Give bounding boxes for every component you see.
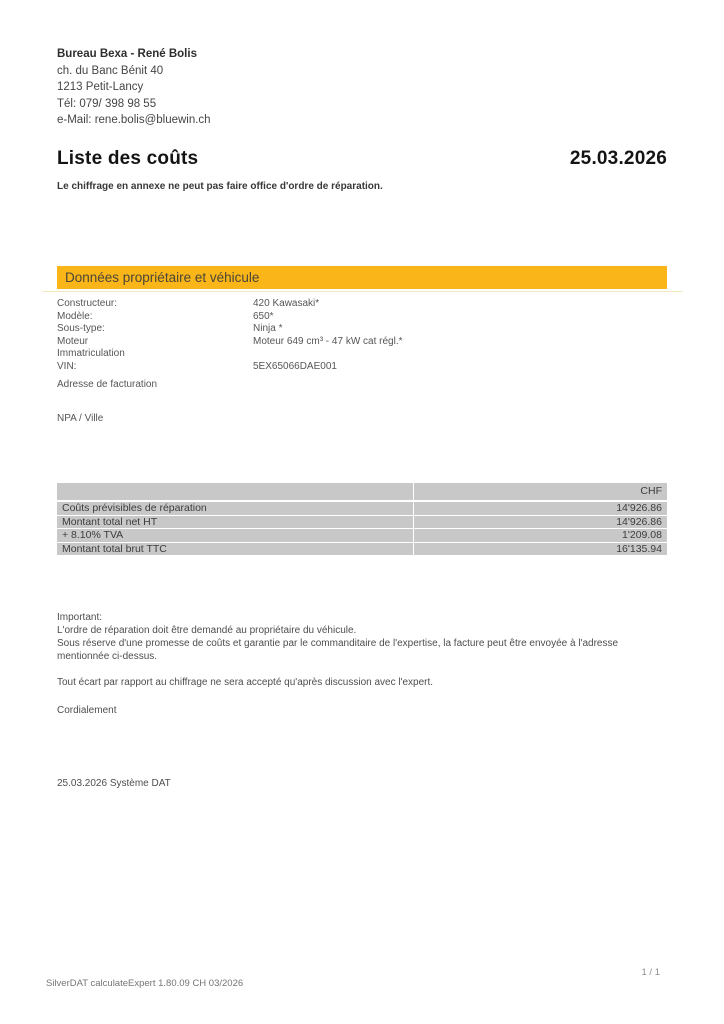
cost-row-label: Coûts prévisibles de réparation bbox=[57, 502, 414, 515]
field-value-moteur: Moteur 649 cm³ - 47 kW cat régl.* bbox=[253, 335, 403, 347]
vehicle-data-block bbox=[57, 298, 667, 373]
section-header-owner-vehicle: Données propriétaire et véhicule bbox=[57, 266, 667, 289]
cost-header-empty-cell bbox=[57, 483, 414, 500]
document-date: 25.03.2026 bbox=[569, 148, 667, 169]
field-row-moteur bbox=[57, 336, 667, 349]
cost-row-value: 16'135.94 bbox=[616, 542, 662, 555]
section-underline bbox=[42, 291, 683, 292]
npa-city-label: NPA / Ville bbox=[57, 413, 104, 424]
cost-row-value: 14'926.86 bbox=[616, 515, 662, 528]
field-row-immatriculation bbox=[57, 348, 667, 361]
sender-name: Bureau Bexa - René Bolis bbox=[57, 48, 197, 60]
important-line-1: L'ordre de réparation doit être demandé au propriétaire du véhicule. bbox=[57, 625, 357, 636]
cost-row-label: Montant total brut TTC bbox=[57, 543, 414, 556]
important-line-2: Sous réserve d'une promesse de coûts et garantie par le commanditaire de l'expertise, la facture peut être envoyée à l'adresse mentionnée ci-dessus. bbox=[57, 638, 619, 662]
disclaimer-note: Le chiffrage en annexe ne peut pas faire office d'ordre de réparation. bbox=[57, 181, 383, 192]
field-row-vin bbox=[57, 361, 667, 374]
field-label-moteur: Moteur bbox=[57, 335, 89, 347]
sender-address-line2: 1213 Petit-Lancy bbox=[57, 81, 144, 93]
field-row-sous-type bbox=[57, 323, 667, 336]
cost-row-value: 1'209.08 bbox=[622, 529, 662, 541]
important-line-3: Tout écart par rapport au chiffrage ne sera accepté qu'après discussion avec l'expert. bbox=[57, 677, 434, 688]
system-date-line: 25.03.2026 Système DAT bbox=[57, 778, 171, 789]
field-label-immatriculation: Immatriculation bbox=[57, 348, 125, 359]
field-label-sous-type: Sous-type: bbox=[57, 323, 105, 334]
field-label-modele: Modèle: bbox=[57, 310, 93, 322]
field-label-constructeur: Constructeur: bbox=[57, 298, 118, 309]
footer-app-version: SilverDAT calculateExpert 1.80.09 CH 03/2026 bbox=[46, 978, 244, 989]
currency-header: CHF bbox=[640, 485, 662, 497]
cost-row-value: 14'926.86 bbox=[616, 502, 662, 514]
field-value-constructeur: 420 Kawasaki* bbox=[253, 298, 320, 309]
table-row bbox=[57, 516, 667, 529]
sender-phone: Tél: 079/ 398 98 55 bbox=[57, 97, 157, 110]
page-title: Liste des coûts bbox=[57, 148, 199, 169]
cost-table bbox=[57, 483, 667, 556]
table-row bbox=[57, 529, 667, 542]
table-row bbox=[57, 543, 667, 556]
cost-table-header bbox=[57, 483, 667, 500]
title-row bbox=[57, 148, 667, 170]
field-row-modele bbox=[57, 311, 667, 324]
field-value-immatriculation bbox=[253, 348, 667, 361]
billing-address-label: Adresse de facturation bbox=[57, 379, 158, 390]
field-value-vin: 5EX65066DAE001 bbox=[253, 360, 337, 372]
field-label-vin: VIN: bbox=[57, 360, 77, 372]
sender-block bbox=[57, 46, 211, 129]
field-row-constructeur bbox=[57, 298, 667, 311]
page-indicator: 1 / 1 bbox=[641, 967, 660, 978]
table-row bbox=[57, 502, 667, 515]
closing-salutation: Cordialement bbox=[57, 705, 117, 716]
important-heading: Important: bbox=[57, 612, 103, 623]
field-value-modele: 650* bbox=[253, 310, 274, 322]
cost-row-label: + 8.10% TVA bbox=[57, 529, 414, 542]
cost-row-label: Montant total net HT bbox=[57, 516, 414, 529]
field-value-sous-type: Ninja * bbox=[253, 323, 283, 334]
sender-address-line1: ch. du Banc Bénit 40 bbox=[57, 64, 164, 77]
sender-email: e-Mail: rene.bolis@bluewin.ch bbox=[57, 114, 211, 126]
